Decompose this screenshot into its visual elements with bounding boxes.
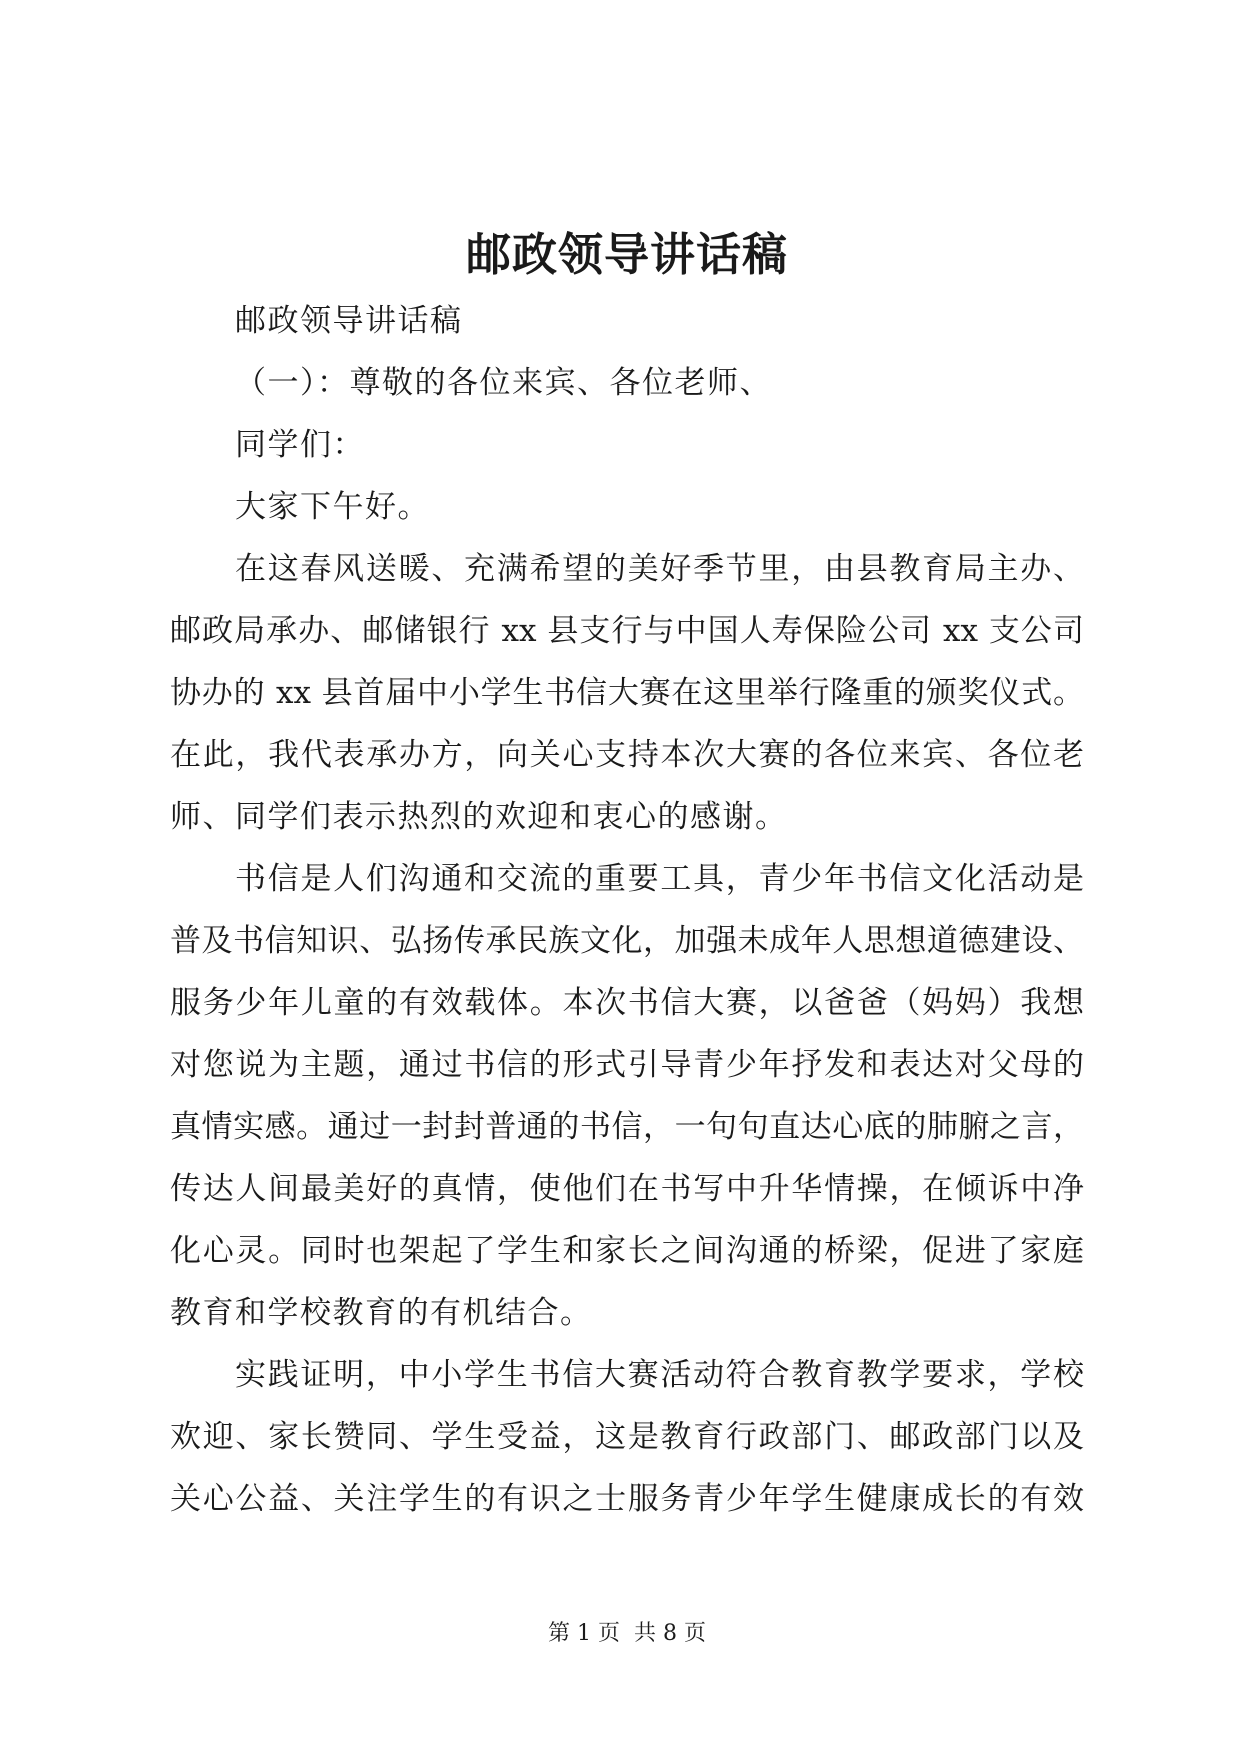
- text-line: 真情实感。通过一封封普通的书信，一句句直达心底的肺腑之言，: [170, 1109, 1084, 1145]
- text-line: 邮政局承办、邮储银行 xx 县支行与中国人寿保险公司 xx 支公司: [170, 613, 1084, 649]
- text-line: 在此，我代表承办方，向关心支持本次大赛的各位来宾、各位老: [170, 737, 1084, 773]
- text-line: 普及书信知识、弘扬传承民族文化，加强未成年人思想道德建设、: [170, 923, 1084, 959]
- paragraph: [170, 538, 1084, 848]
- paragraph: [170, 414, 1084, 476]
- text-line: 书信是人们沟通和交流的重要工具，青少年书信文化活动是: [235, 861, 1084, 897]
- text-line: 同学们：: [235, 427, 365, 463]
- text-line: 服务少年儿童的有效载体。本次书信大赛，以爸爸（妈妈）我想: [170, 985, 1084, 1021]
- text-line: 化心灵。同时也架起了学生和家长之间沟通的桥梁，促进了家庭: [170, 1233, 1084, 1269]
- text-line: 欢迎、家长赞同、学生受益，这是教育行政部门、邮政部门以及: [170, 1419, 1084, 1455]
- text-line: 师、同学们表示热烈的欢迎和衷心的感谢。: [170, 799, 788, 835]
- paragraph: [170, 476, 1084, 538]
- text-line: 教育和学校教育的有机结合。: [170, 1295, 593, 1331]
- text-line: 大家下午好。: [235, 489, 430, 525]
- text-line: 在这春风送暖、充满希望的美好季节里，由县教育局主办、: [235, 551, 1084, 587]
- text-line: 关心公益、关注学生的有识之士服务青少年学生健康成长的有效: [170, 1481, 1084, 1517]
- document-body: [170, 290, 1084, 1530]
- paragraph: [170, 1344, 1084, 1530]
- text-line: 协办的 xx 县首届中小学生书信大赛在这里举行隆重的颁奖仪式。: [170, 675, 1084, 711]
- document-title: 邮政领导讲话稿: [465, 228, 788, 281]
- text-line: 对您说为主题，通过书信的形式引导青少年抒发和表达对父母的: [170, 1047, 1084, 1083]
- text-line: （一）：尊敬的各位来宾、各位老师、: [235, 365, 772, 401]
- text-line: 实践证明，中小学生书信大赛活动符合教育教学要求，学校: [235, 1357, 1084, 1393]
- paragraph: [170, 352, 1084, 414]
- paragraph: [170, 290, 1084, 352]
- text-line: 传达人间最美好的真情，使他们在书写中升华情操，在倾诉中净: [170, 1171, 1084, 1207]
- text-line: 邮政领导讲话稿: [235, 303, 463, 339]
- paragraph: [170, 848, 1084, 1344]
- page-footer: 第 1 页 共 8 页: [548, 1621, 706, 1646]
